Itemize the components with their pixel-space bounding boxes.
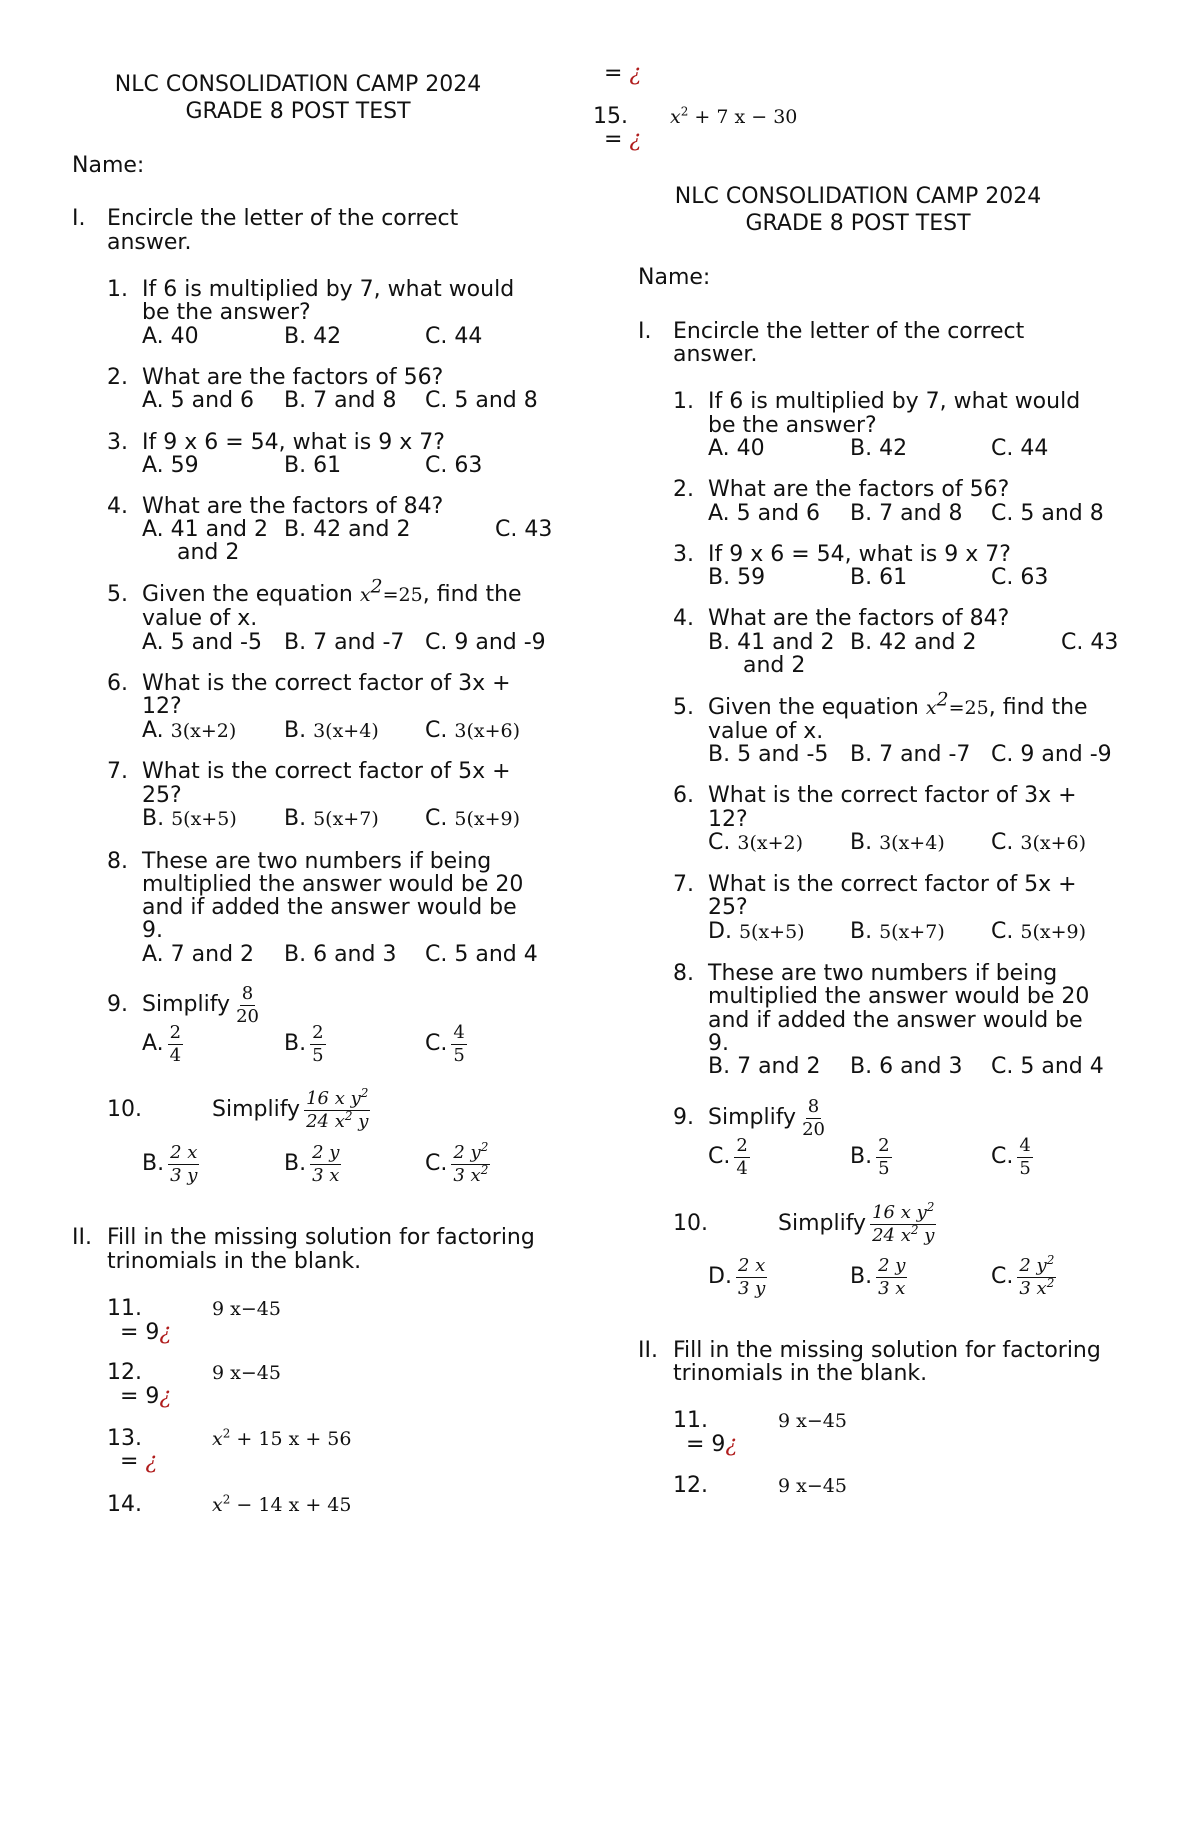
q8-text-copy: These are two numbers if being (708, 961, 1058, 986)
q8-text-cont-copy: and if added the answer would be (708, 1008, 1083, 1033)
q9-text: Simplify $\frac{8}{20}$ (142, 982, 259, 1027)
q10-option-a: B. $\frac{2 x}{3 y}$ (142, 1141, 198, 1186)
q13-number: 13. (107, 1426, 142, 1451)
q4-number: 4. (107, 494, 128, 519)
q5-option-c-copy: C. 9 and -9 (991, 742, 1112, 767)
q10-option-c-copy: C. $\frac{2 y^2}{3 x^2}$ (991, 1252, 1055, 1299)
q7-option-a-copy: D. 5(x+5) (708, 919, 805, 944)
part2-instruction-cont-copy: trinomials in the blank. (673, 1361, 928, 1386)
q10-text: Simplify $\frac{16 x y^2}{24 x^2 y}$ (212, 1085, 369, 1132)
q8-option-a: A. 7 and 2 (142, 942, 255, 967)
q2-text-copy: What are the factors of 56? (708, 477, 1010, 502)
q1-option-b: B. 42 (284, 324, 342, 349)
q12-answer-blank: = 9¿ (120, 1384, 172, 1409)
q6-option-a: A. 3(x+2) (142, 718, 237, 743)
q15-number: 15. (593, 104, 628, 129)
q10-fraction: $\frac{16 x y^2}{24 x^2 y}$ (306, 1085, 369, 1132)
q11-answer-blank: = 9¿ (120, 1320, 172, 1345)
q7-text-cont-copy: 25? (708, 895, 748, 920)
q2-option-a: A. 5 and 6 (142, 388, 255, 413)
name-label: Name: (72, 153, 145, 178)
q6-text-cont: 12? (142, 694, 182, 719)
q3-text-copy: If 9 x 6 = 54, what is 9 x 7? (708, 542, 1011, 567)
q8-text: These are two numbers if being (142, 849, 492, 874)
q6-text-cont-copy: 12? (708, 807, 748, 832)
q7-text-copy: What is the correct factor of 5x + (708, 872, 1077, 897)
q8-text-cont: multiplied the answer would be 20 (142, 872, 524, 897)
q6-option-a-copy: C. 3(x+2) (708, 830, 803, 855)
q15-answer-blank: = ¿ (604, 127, 642, 152)
q14-number: 14. (107, 1492, 142, 1517)
q1-text-cont-copy: be the answer? (708, 413, 877, 438)
q4-number-copy: 4. (673, 606, 694, 631)
q5-text-copy: Given the equation $x^2=25$, find the (708, 688, 1088, 720)
q1-text-copy: If 6 is multiplied by 7, what would (708, 389, 1081, 414)
q3-option-a-copy: B. 59 (708, 565, 766, 590)
q8-option-b: B. 6 and 3 (284, 942, 397, 967)
q7-option-b: B. 5(x+7) (284, 806, 379, 831)
q10-number: 10. (107, 1097, 142, 1122)
test-title: NLC CONSOLIDATION CAMP 2024 (114, 72, 482, 97)
q1-option-a-copy: A. 40 (708, 436, 765, 461)
q5-text-cont: value of x. (142, 606, 258, 631)
q9-option-a-copy: C. $\frac{2}{4}$ (708, 1134, 748, 1179)
q8-text-cont: 9. (142, 918, 163, 943)
q9-option-c: C. $\frac{4}{5}$ (425, 1021, 465, 1066)
part1-instruction-cont-copy: answer. (673, 342, 758, 367)
q8-number: 8. (107, 849, 128, 874)
q11-number: 11. (107, 1296, 142, 1321)
q2-option-c-copy: C. 5 and 8 (991, 501, 1104, 526)
q6-text: What is the correct factor of 3x + (142, 671, 511, 696)
q2-number-copy: 2. (673, 477, 694, 502)
part1-numeral-copy: I. (638, 319, 652, 344)
q8-number-copy: 8. (673, 961, 694, 986)
q14-answer-blank: = ¿ (604, 61, 642, 86)
q2-option-b-copy: B. 7 and 8 (850, 501, 963, 526)
q4-option-c: C. 43 (495, 517, 553, 542)
part1-numeral: I. (72, 206, 86, 231)
q8-option-c-copy: C. 5 and 4 (991, 1054, 1104, 1079)
q10-fraction-copy: $\frac{16 x y^2}{24 x^2 y}$ (872, 1199, 935, 1246)
q3-option-c-copy: C. 63 (991, 565, 1049, 590)
q6-number-copy: 6. (673, 783, 694, 808)
q7-option-c-copy: C. 5(x+9) (991, 919, 1086, 944)
q4-option-b-copy: B. 42 and 2 (850, 630, 977, 655)
q8-option-a-copy: B. 7 and 2 (708, 1054, 821, 1079)
q4-option-c-cont-copy: and 2 (743, 653, 806, 678)
name-label-copy: Name: (638, 265, 711, 290)
q2-text: What are the factors of 56? (142, 365, 444, 390)
q10-option-b-copy: B. $\frac{2 y}{3 x}$ (850, 1254, 906, 1299)
q7-number: 7. (107, 759, 128, 784)
q1-number: 1. (107, 277, 128, 302)
q4-option-c-cont: and 2 (177, 540, 240, 565)
q3-option-c: C. 63 (425, 453, 483, 478)
q7-number-copy: 7. (673, 872, 694, 897)
q3-option-b: B. 61 (284, 453, 342, 478)
part2-instruction-cont: trinomials in the blank. (107, 1249, 362, 1274)
q1-number-copy: 1. (673, 389, 694, 414)
q4-option-b: B. 42 and 2 (284, 517, 411, 542)
q7-option-b-copy: B. 5(x+7) (850, 919, 945, 944)
q6-option-b: B. 3(x+4) (284, 718, 379, 743)
q12-number-copy: 12. (673, 1473, 708, 1498)
q1-option-a: A. 40 (142, 324, 199, 349)
q7-option-a: B. 5(x+5) (142, 806, 237, 831)
q15-expression: $x^2 + 7$ x − 30 (670, 104, 798, 128)
q5-text-cont-copy: value of x. (708, 719, 824, 744)
q5-option-a: A. 5 and -5 (142, 630, 262, 655)
q13-answer-blank: = ¿ (120, 1449, 158, 1474)
q7-option-c: C. 5(x+9) (425, 806, 520, 831)
q5-option-b-copy: B. 7 and -7 (850, 742, 971, 767)
q6-option-b-copy: B. 3(x+4) (850, 830, 945, 855)
part1-instruction-copy: Encircle the letter of the correct (673, 319, 1025, 344)
q10-option-c: C. $\frac{2 y^2}{3 x^2}$ (425, 1139, 489, 1186)
q12-expression-copy: 9 x−45 (778, 1475, 847, 1497)
q3-text: If 9 x 6 = 54, what is 9 x 7? (142, 430, 445, 455)
q9-option-a: A. $\frac{2}{4}$ (142, 1021, 182, 1066)
q1-option-c-copy: C. 44 (991, 436, 1049, 461)
q6-option-c-copy: C. 3(x+6) (991, 830, 1086, 855)
q2-option-b: B. 7 and 8 (284, 388, 397, 413)
q12-number: 12. (107, 1360, 142, 1385)
q10-number-copy: 10. (673, 1211, 708, 1236)
q6-text-copy: What is the correct factor of 3x + (708, 783, 1077, 808)
q11-number-copy: 11. (673, 1408, 708, 1433)
q2-option-c: C. 5 and 8 (425, 388, 538, 413)
q1-option-c: C. 44 (425, 324, 483, 349)
q1-text-cont: be the answer? (142, 300, 311, 325)
q10-option-b: B. $\frac{2 y}{3 x}$ (284, 1141, 340, 1186)
q4-option-c-copy: C. 43 (1061, 630, 1119, 655)
test-subtitle: GRADE 8 POST TEST (185, 99, 411, 124)
q9-fraction: $\frac{8}{20}$ (236, 982, 259, 1027)
q11-expression: 9 x−45 (212, 1298, 281, 1320)
part1-instruction-cont: answer. (107, 230, 192, 255)
q10-option-a-copy: D. $\frac{2 x}{3 y}$ (708, 1254, 766, 1299)
test-title-copy: NLC CONSOLIDATION CAMP 2024 (674, 184, 1042, 209)
q4-text: What are the factors of 84? (142, 494, 444, 519)
q1-option-b-copy: B. 42 (850, 436, 908, 461)
q5-number-copy: 5. (673, 695, 694, 720)
q3-option-b-copy: B. 61 (850, 565, 908, 590)
q2-number: 2. (107, 365, 128, 390)
q6-option-c: C. 3(x+6) (425, 718, 520, 743)
q8-option-c: C. 5 and 4 (425, 942, 538, 967)
q9-option-b: B. $\frac{2}{5}$ (284, 1021, 324, 1066)
q5-option-c: C. 9 and -9 (425, 630, 546, 655)
q11-expression-copy: 9 x−45 (778, 1410, 847, 1432)
q3-number: 3. (107, 430, 128, 455)
q2-option-a-copy: A. 5 and 6 (708, 501, 821, 526)
part2-numeral: II. (72, 1225, 92, 1250)
q6-number: 6. (107, 671, 128, 696)
q8-text-cont: and if added the answer would be (142, 895, 517, 920)
q13-expression: $x^2 + 15$ x + 56 (212, 1426, 352, 1450)
q7-text-cont: 25? (142, 783, 182, 808)
part2-instruction: Fill in the missing solution for factoring (107, 1225, 535, 1250)
q9-fraction-copy: $\frac{8}{20}$ (802, 1095, 825, 1140)
part1-instruction: Encircle the letter of the correct (107, 206, 459, 231)
q14-expression: $x^2 - 14$ x + 45 (212, 1492, 352, 1516)
q3-number-copy: 3. (673, 542, 694, 567)
q1-text: If 6 is multiplied by 7, what would (142, 277, 515, 302)
q12-expression: 9 x−45 (212, 1362, 281, 1384)
q10-text-copy: Simplify $\frac{16 x y^2}{24 x^2 y}$ (778, 1199, 935, 1246)
part2-instruction-copy: Fill in the missing solution for factoring (673, 1338, 1101, 1363)
q7-text: What is the correct factor of 5x + (142, 759, 511, 784)
q4-option-a: A. 41 and 2 (142, 517, 269, 542)
q8-text-cont-copy: multiplied the answer would be 20 (708, 984, 1090, 1009)
q5-option-b: B. 7 and -7 (284, 630, 405, 655)
q5-option-a-copy: B. 5 and -5 (708, 742, 829, 767)
q8-option-b-copy: B. 6 and 3 (850, 1054, 963, 1079)
q9-number-copy: 9. (673, 1105, 694, 1130)
q9-option-b-copy: B. $\frac{2}{5}$ (850, 1134, 890, 1179)
q8-text-cont-copy: 9. (708, 1031, 729, 1056)
q5-text: Given the equation $x^2=25$, find the (142, 575, 522, 607)
q9-number: 9. (107, 992, 128, 1017)
q3-option-a: A. 59 (142, 453, 199, 478)
q5-number: 5. (107, 582, 128, 607)
part2-numeral-copy: II. (638, 1338, 658, 1363)
q9-text-copy: Simplify $\frac{8}{20}$ (708, 1095, 825, 1140)
test-subtitle-copy: GRADE 8 POST TEST (745, 211, 971, 236)
q11-answer-blank-copy: = 9¿ (686, 1432, 738, 1457)
q4-text-copy: What are the factors of 84? (708, 606, 1010, 631)
q9-option-c-copy: C. $\frac{4}{5}$ (991, 1134, 1031, 1179)
q4-option-a-copy: B. 41 and 2 (708, 630, 835, 655)
